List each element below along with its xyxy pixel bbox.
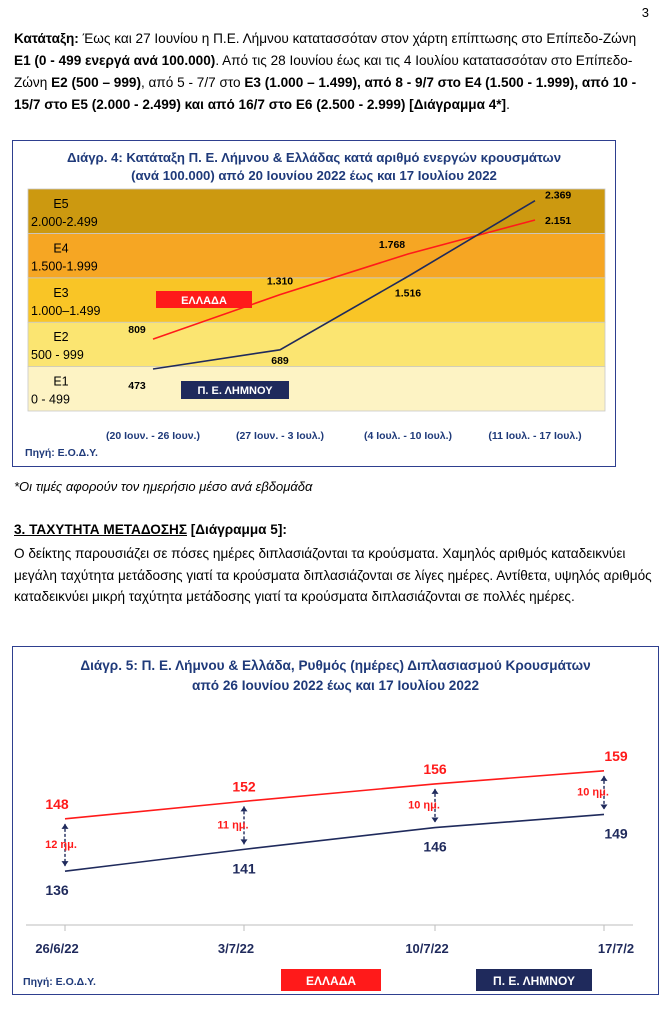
- zone-range-label: 0 - 499: [31, 392, 70, 407]
- zone-band-ε4: [28, 233, 605, 277]
- zone-range-label: 1.500-1.999: [31, 259, 98, 274]
- intro-bold-1: Ε1 (0 - 499 ενεργά ανά 100.000): [14, 53, 216, 68]
- chart5-gap-label: 12 ημ.: [45, 839, 77, 851]
- section3-title: 3. ΤΑΧΥΤΗΤΑ ΜΕΤΑΔΟΣΗΣ: [14, 522, 187, 537]
- chart5-data-label-ellada: 156: [423, 760, 447, 777]
- chart4-frame: [12, 140, 616, 467]
- intro-text-1: Έως και 27 Ιουνίου η Π.Ε. Λήμνου κατατασσόταν στον χάρτη επίπτωσης στο Επίπεδο-Ζώνη: [78, 31, 637, 46]
- chart4-source: Πηγή: Ε.Ο.Δ.Υ.: [25, 447, 98, 459]
- page-number: 3: [641, 5, 649, 20]
- chart4-title-line2: (ανά 100.000) από 20 Ιουνίου 2022 έως και 17 Ιουλίου 2022: [131, 168, 497, 183]
- zone-range-label: 1.000–1.499: [31, 303, 101, 318]
- chart5-x-tick-label: 26/6/22: [35, 941, 79, 956]
- footnote: *Οι τιμές αφορούν τον ημερήσιο μέσο ανά εβδομάδα: [14, 479, 313, 494]
- chart5-gap-arrowhead-down: [601, 804, 608, 809]
- intro-bold-3: Ε3 (1.000 – 1.499), από 8 - 9/7 στο Ε4 (1.500 - 1.999), από 10 - 15/7 στο Ε5 (2.000 - 2.499) και από 16/7 στο Ε6 (2.500 - 2.999) [Διάγραμμα 4*]: [14, 75, 637, 112]
- chart4-x-tick-label: (20 Ιουν. - 26 Ιουν.): [106, 430, 200, 442]
- chart4-data-label-ellada: 1.310: [266, 275, 294, 288]
- chart4-data-label-ellada: 1.768: [378, 239, 406, 252]
- chart5-gap-arrowhead-up: [241, 806, 248, 811]
- chart4-legend-ellada-label: ΕΛΛΑΔΑ: [181, 295, 227, 307]
- chart5-gap-arrowhead-down: [62, 861, 69, 866]
- chart4-data-label-limnos: 473: [128, 379, 146, 392]
- zone-code-label: Ε2: [53, 330, 69, 345]
- zone-code-label: Ε1: [53, 374, 69, 389]
- chart5-gap-arrowhead-up: [432, 789, 439, 794]
- intro-label: Κατάταξη:: [14, 31, 79, 46]
- intro-text-2: . Από τις 28 Ιουνίου έως και τις 4 Ιουλίου κατατασσόταν στο Επίπεδο-Ζώνη: [14, 53, 633, 90]
- chart5-data-label-ellada: 148: [45, 795, 69, 812]
- chart5-x-tick-label: 3/7/22: [217, 941, 255, 956]
- chart4-data-label-limnos: 2.369: [545, 189, 572, 202]
- chart4-data-label-limnos: 689: [271, 354, 289, 367]
- chart5-gap-arrowhead-down: [432, 818, 439, 823]
- chart4-data-label-ellada: 2.151: [545, 214, 572, 227]
- chart5-data-label-ellada: 159: [604, 747, 628, 764]
- zone-code-label: Ε3: [53, 285, 69, 300]
- chart5-gap-label: 11 ημ.: [217, 819, 249, 832]
- chart5-plot: [13, 647, 657, 993]
- intro-bold-2: Ε2 (500 – 999): [51, 75, 141, 90]
- zone-band-ε1: [28, 367, 605, 411]
- chart4-x-tick-label: (4 Ιουλ. - 10 Ιουλ.): [363, 430, 453, 442]
- chart5-data-label-limnos: 136: [45, 882, 69, 899]
- chart4-x-tick-label: (27 Ιουν. - 3 Ιουλ.): [235, 430, 325, 442]
- chart4-data-label-limnos: 1.516: [394, 287, 422, 300]
- section3-ref: [Διάγραμμα 5]:: [186, 522, 287, 537]
- zone-range-label: 500 - 999: [31, 348, 84, 363]
- section3-text: Ο δείκτης παρουσιάζει σε πόσες ημέρες διπλασιάζονται τα κρούσματα. Χαμηλός αριθμός καταδεικνύει μεγάλη ταχύτητα μετάδοσης γιατί τα κρούσματα διπλασιάζονται σε λίγες ημέρες. Αντίθετα, υψηλός αριθμός καταδεικνύει μικρή ταχύτητα μετάδοσης γιατί τα κρούσματα διπλασιάζονται σε πολλές ημέρες.: [14, 546, 652, 604]
- classification-paragraph: [14, 28, 654, 116]
- intro-text-3: , από 5 - 7/7 στο: [141, 75, 245, 90]
- chart4-title-line1: Διάγρ. 4: Κατάταξη Π. Ε. Λήμνου & Ελλάδας κατά αριθμό ενεργών κρουσμάτων: [66, 150, 562, 165]
- chart5-series-line-ellada: [65, 771, 604, 819]
- chart5-gap-arrowhead-down: [241, 839, 248, 844]
- chart5-gap-label: 10 ημ.: [577, 786, 609, 799]
- chart5-gap-label: 10 ημ.: [408, 799, 440, 812]
- zone-code-label: Ε5: [53, 197, 69, 211]
- chart5-x-tick-label: 10/7/22: [405, 941, 449, 956]
- chart5-data-label-ellada: 152: [232, 778, 256, 795]
- chart5-legend-limnos-label: Π. Ε. ΛΗΜΝΟΥ: [493, 974, 575, 988]
- chart4-legend-limnos-label: Π. Ε. ΛΗΜΝΟΥ: [197, 385, 273, 397]
- chart5-series-line-limnos: [65, 814, 604, 871]
- zone-band-ε3: [28, 275, 605, 322]
- chart5-source: Πηγή: Ε.Ο.Δ.Υ.: [23, 976, 96, 988]
- chart5-legend-ellada-label: ΕΛΛΑΔΑ: [306, 974, 356, 988]
- chart5-title-line2: από 26 Ιουνίου 2022 έως και 17 Ιουλίου 2022: [191, 678, 480, 693]
- chart5-data-label-limnos: 149: [604, 825, 628, 842]
- chart5-gap-arrowhead-up: [62, 824, 69, 829]
- chart4-x-tick-label: (11 Ιουλ. - 17 Ιουλ.): [488, 430, 582, 442]
- chart5-title-line1: Διάγρ. 5: Π. Ε. Λήμνου & Ελλάδα, Ρυθμός (ημέρες) Διπλασιασμού Κρουσμάτων: [80, 658, 591, 673]
- chart5-x-tick-label: 17/7/2: [597, 941, 635, 956]
- chart5-data-label-limnos: 146: [423, 838, 447, 855]
- chart4-plot: [13, 141, 614, 465]
- chart5-data-label-limnos: 141: [232, 860, 256, 877]
- section3-heading: [14, 522, 287, 537]
- chart5-frame: [12, 646, 659, 995]
- intro-text-4: .: [506, 97, 510, 112]
- zone-range-label: 2.000-2.499: [31, 215, 98, 229]
- zone-code-label: Ε4: [53, 241, 69, 256]
- chart4-data-label-ellada: 809: [128, 324, 146, 337]
- chart5-gap-arrowhead-up: [601, 776, 608, 781]
